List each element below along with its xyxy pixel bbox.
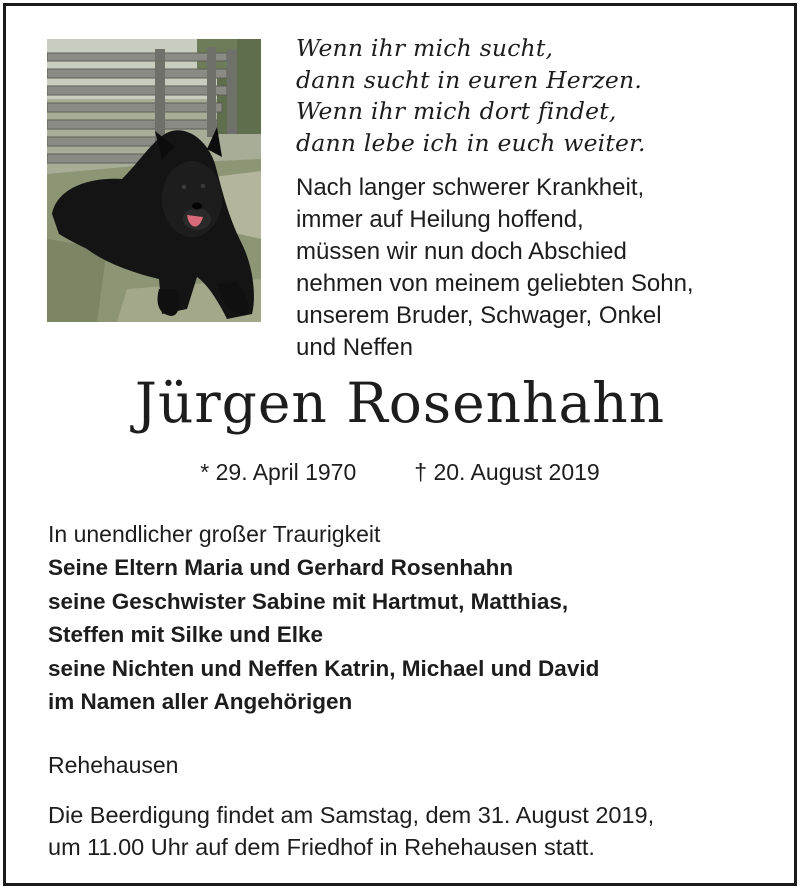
poem-line: dann lebe ich in euch weiter.: [296, 128, 646, 157]
life-dates: [6, 456, 794, 488]
funeral-line: um 11.00 Uhr auf dem Friedhof in Rehehausen statt.: [48, 834, 595, 860]
intro-line: und Neffen: [296, 334, 413, 361]
poem-line: Wenn ihr mich sucht,: [296, 34, 554, 62]
signer-line: Steffen mit Silke und Elke: [48, 622, 324, 647]
mourning-intro: In unendlicher großer Traurigkeit: [48, 521, 381, 547]
poem-line: Wenn ihr mich dort findet,: [296, 97, 617, 125]
signer-line: Seine Eltern Maria und Gerhard Rosenhahn: [48, 555, 514, 580]
birth-date: * 29. April 1970: [200, 459, 357, 485]
intro-text: [296, 172, 776, 364]
intro-line: immer auf Heilung hoffend,: [296, 206, 584, 233]
death-date: † 20. August 2019: [414, 459, 600, 485]
dog-photo: [47, 39, 261, 322]
signer-line: seine Geschwister Sabine mit Hartmut, Matthias,: [48, 588, 569, 614]
signer-line: seine Nichten und Neffen Katrin, Michael und David: [48, 655, 600, 681]
intro-line: müssen wir nun doch Abschied: [296, 238, 627, 265]
funeral-info: [48, 799, 654, 863]
funeral-line: Die Beerdigung findet am Samstag, dem 31. August 2019,: [48, 802, 655, 828]
signer-line: im Namen aller Angehörigen: [48, 689, 353, 714]
place-name: Rehehausen: [48, 752, 179, 778]
obituary-notice: [3, 3, 797, 886]
poem: [296, 33, 776, 159]
signers-list: [48, 551, 599, 719]
intro-line: nehmen von meinem geliebten Sohn,: [296, 270, 694, 297]
dog-image: [47, 39, 261, 322]
intro-line: unserem Bruder, Schwager, Onkel: [296, 302, 662, 329]
deceased-name: Jürgen Rosenhahn: [134, 371, 666, 435]
intro-line: Nach langer schwerer Krankheit,: [296, 174, 645, 201]
poem-line: dann sucht in euren Herzen.: [296, 65, 643, 94]
